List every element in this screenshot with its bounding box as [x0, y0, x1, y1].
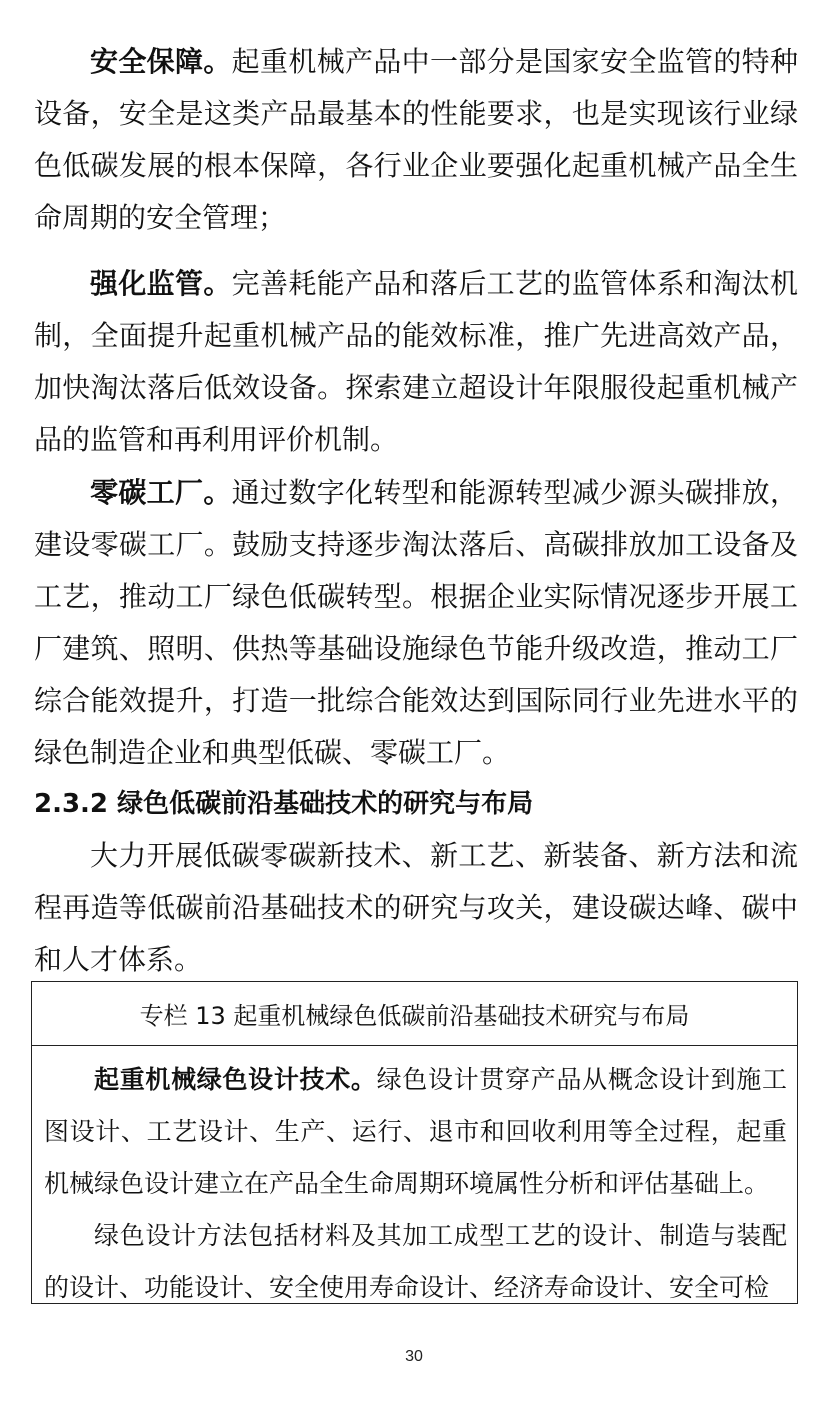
column-box-paragraph: [32, 1054, 797, 1210]
paragraph-supervision: [34, 258, 798, 466]
column-box: [31, 981, 798, 1304]
paragraph-safety: [34, 36, 798, 244]
paragraph-body: 通过数字化转型和能源转型减少源头碳排放，建设零碳工厂。鼓励支持逐步淘汰落后、高碳排放加工设备及工艺，推动工厂绿色低碳转型。根据企业实际情况逐步开展工厂建筑、照明、供热等基础设施绿色节能升级改造，推动工厂综合能效提升，打造一批综合能效达到国际同行业先进水平的绿色制造企业和典型低碳、零碳工厂。: [34, 476, 798, 769]
paragraph-lead: 安全保障。: [90, 45, 232, 78]
page-number: 30: [405, 1348, 423, 1365]
paragraph-body: 起重机械产品中一部分是国家安全监管的特种设备，安全是这类产品最基本的性能要求，也是实现该行业绿色低碳发展的根本保障，各行业企业要强化起重机械产品全生命周期的安全管理；: [34, 45, 798, 234]
column-box-body: 绿色设计贯穿产品从概念设计到施工图设计、工艺设计、生产、运行、退市和回收利用等全过程，起重机械绿色设计建立在产品全生命周期环境属性分析和评估基础上。: [44, 1065, 787, 1198]
paragraph-lead: 强化监管。: [90, 267, 232, 300]
paragraph-lead: 零碳工厂。: [90, 476, 232, 509]
column-box-paragraph: 绿色设计方法包括材料及其加工成型工艺的设计、制造与装配的设计、功能设计、安全使用寿命设计、经济寿命设计、安全可检: [44, 1221, 787, 1302]
section-heading: 2.3.2 绿色低碳前沿基础技术的研究与布局: [34, 789, 534, 819]
column-box-title: 专栏 13 起重机械绿色低碳前沿基础技术研究与布局: [32, 982, 797, 1046]
paragraph-body: 完善耗能产品和落后工艺的监管体系和淘汰机制，全面提升起重机械产品的能效标准，推广先进高效产品，加快淘汰落后低效设备。探索建立超设计年限服役起重机械产品的监管和再利用评价机制。: [34, 267, 798, 456]
section-body: 大力开展低碳零碳新技术、新工艺、新装备、新方法和流程再造等低碳前沿基础技术的研究与攻关，建设碳达峰、碳中和人才体系。: [34, 839, 798, 976]
paragraph-zero-carbon-factory: [34, 467, 798, 779]
column-box-lead: 起重机械绿色设计技术。: [94, 1065, 377, 1094]
